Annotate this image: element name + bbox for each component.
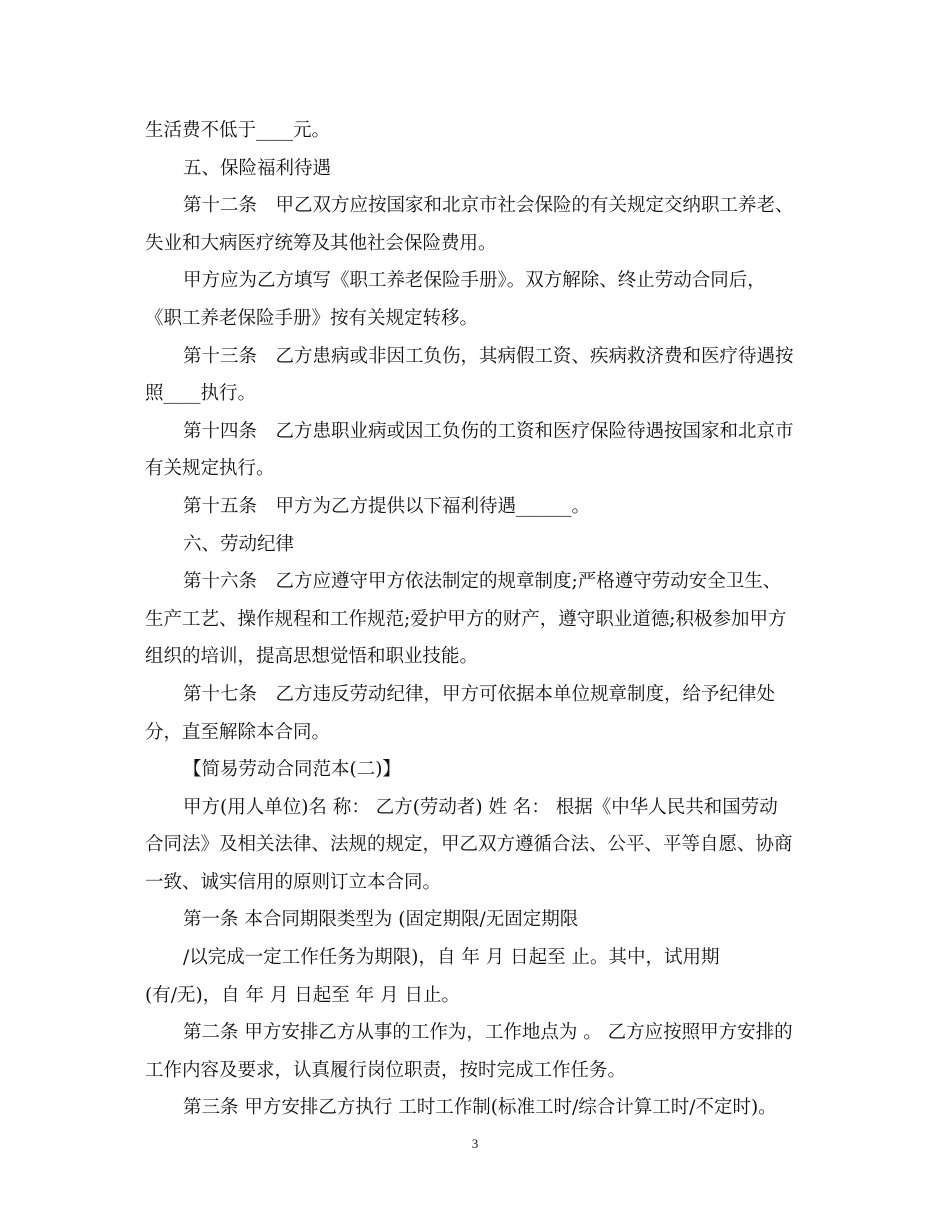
text-line: 第十三条 乙方患病或非因工负伤，其病假工资、疾病救济费和医疗待遇按 bbox=[183, 345, 794, 367]
text-line: 第十五条 甲方为乙方提供以下福利待遇______。 bbox=[183, 495, 591, 517]
text-line: 第二条 甲方安排乙方从事的工作为，工作地点为 。 乙方应按照甲方安排的 bbox=[183, 1022, 793, 1044]
text-line: 合同法》及相关法律、法规的规定，甲乙双方遵循合法、公平、平等自愿、协商 bbox=[145, 834, 793, 856]
text-line: 一致、诚实信用的原则订立本合同。 bbox=[145, 871, 442, 893]
text-line: 甲方应为乙方填写《职工养老保险手册》。双方解除、终止劳动合同后， bbox=[183, 270, 766, 292]
text-line: 生活费不低于____元。 bbox=[145, 120, 331, 141]
text-line: 甲方(用人单位)名 称： 乙方(劳动者) 姓 名： 根据《中华人民共和国劳动 bbox=[183, 796, 778, 818]
text-line: 第十六条 乙方应遵守甲方依法制定的规章制度;严格遵守劳动安全卫生、 bbox=[183, 571, 782, 593]
text-line: 【简易劳动合同范本(二)】 bbox=[183, 759, 401, 781]
text-line: (有/无)，自 年 月 日起至 年 月 日止。 bbox=[145, 984, 460, 1006]
text-line: 第三条 甲方安排乙方执行 工时工作制(标准工时/综合计算工时/不定时)。 bbox=[183, 1097, 777, 1119]
text-line: 《职工养老保险手册》按有关规定转移。 bbox=[145, 307, 479, 329]
text-line: 有关规定执行。 bbox=[145, 458, 275, 480]
document-body bbox=[145, 112, 805, 1127]
text-line: 照____执行。 bbox=[145, 383, 257, 405]
text-line: 生产工艺、操作规程和工作规范;爱护甲方的财产，遵守职业道德;积极参加甲方 bbox=[145, 608, 787, 630]
text-line: 组织的培训，提高思想觉悟和职业技能。 bbox=[145, 646, 479, 668]
text-line: 第十二条 甲乙双方应按国家和北京市社会保险的有关规定交纳职工养老、 bbox=[183, 195, 794, 217]
text-line: 分，直至解除本合同。 bbox=[145, 721, 331, 743]
text-line: 失业和大病医疗统筹及其他社会保险费用。 bbox=[145, 232, 497, 254]
text-line: 第十七条 乙方违反劳动纪律，甲方可依据本单位规章制度，给予纪律处 bbox=[183, 683, 776, 705]
text-line: 五、保险福利待遇 bbox=[183, 157, 332, 179]
text-line: 六、劳动纪律 bbox=[183, 533, 295, 555]
page-number: 3 bbox=[471, 1136, 479, 1151]
text-line: 工作内容及要求，认真履行岗位职责，按时完成工作任务。 bbox=[145, 1059, 627, 1081]
text-line: 第十四条 乙方患职业病或因工负伤的工资和医疗保险待遇按国家和北京市 bbox=[183, 420, 794, 442]
text-line: 第一条 本合同期限类型为 (固定期限/无固定期限 bbox=[183, 909, 579, 931]
text-line: /以完成一定工作任务为期限)，自 年 月 日起至 止。其中，试用期 bbox=[183, 947, 720, 969]
